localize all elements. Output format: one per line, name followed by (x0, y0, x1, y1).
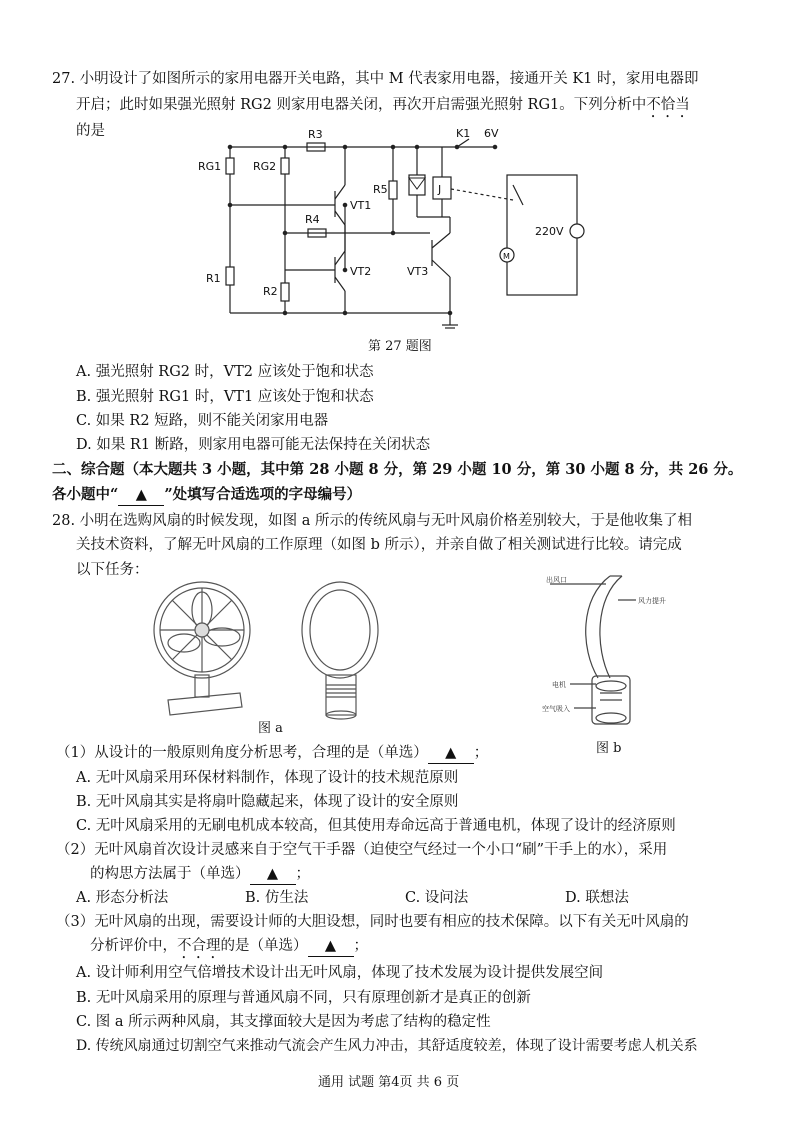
figure-b-bladeless-principle (540, 568, 680, 733)
section2-heading: 二、综合题（本大题共 3 小题，其中第 28 小题 8 分，第 29 小题 10 分，第 30 小题 8 分，共 26 分。 (52, 461, 743, 478)
label-vt2: VT2 (350, 265, 372, 278)
q27-option-d: D. 如果 R1 断路，则家用电器可能无法保持在关闭状态 (76, 437, 431, 453)
q28-p3-stem-line1: （3）无叶风扇的出现，需要设计师的大胆设想，同时也要有相应的技术保障。以下有关无叶风扇的 (56, 914, 689, 930)
q27-option-c: C. 如果 R2 短路，则不能关闭家用电器 (76, 413, 329, 429)
q28-p2-stem-line1: （2）无叶风扇首次设计灵感来自于空气干手器（迫使空气经过一个小口“刷”干手上的水），采用 (56, 842, 668, 858)
label-motor-m: M (503, 252, 510, 261)
q28-p2-option-a: A. 形态分析法 (76, 890, 169, 906)
q27-line1: 27. 小明设计了如图所示的家用电器开关电路，其中 M 代表家用电器，接通开关 K1 时，家用电器即 (52, 71, 699, 87)
q28-p3-option-d: D. 传统风扇通过切割空气来推动气流会产生风力冲击，其舒适度较差，体现了设计需要考虑人机关系 (76, 1038, 698, 1054)
q27-emphasis: 不恰当 (646, 97, 690, 113)
q28-p2-option-d: D. 联想法 (565, 890, 629, 906)
label-r1: R1 (206, 272, 221, 285)
q28-p2-blank: ▲ (250, 864, 296, 885)
q28-intro-line1: 28. 小明在选购风扇的时候发现，如图 a 所示的传统风扇与无叶风扇价格差别较大，于是他收集了相 (52, 513, 693, 529)
label-r4: R4 (305, 213, 320, 226)
q27-caption: 第 27 题图 (368, 339, 432, 354)
q28-p3-stem-line2: 分析评价中，不合理的是（单选） ▲ ； (90, 936, 368, 962)
fig-b-label-inlet: 空气吸入 (542, 705, 570, 713)
label-rg2: RG2 (253, 160, 277, 173)
q28-intro-line2: 关技术资料，了解无叶风扇的工作原理（如图 b 所示），并亲自做了相关测试进行比较。请完成 (76, 537, 682, 553)
label-r5: R5 (373, 183, 388, 196)
q28-p3-blank: ▲ (308, 936, 354, 957)
figure-a-fans (140, 575, 410, 725)
fig-b-label-outlet: 出风口 (546, 576, 567, 584)
label-rg1: RG1 (198, 160, 222, 173)
q28-p3-emphasis: 不合理 (177, 938, 221, 954)
q28-p3-option-c: C. 图 a 所示两种风扇，其支撑面较大是因为考虑了结构的稳定性 (76, 1014, 491, 1030)
label-6v: 6V (484, 127, 499, 140)
q28-p2-option-c: C. 设问法 (405, 890, 469, 906)
q28-p2-stem-line2: 的构思方法属于（单选） ▲ ； (90, 864, 310, 885)
fig-b-label-motor: 电机 (552, 681, 566, 689)
q28-intro-line3: 以下任务： (76, 562, 149, 578)
label-relay-j: J (438, 183, 442, 196)
section2-instruction: 各小题中“ ▲ ”处填写合适选项的字母编号） (52, 485, 361, 506)
answer-blank-marker: ▲ (118, 485, 164, 506)
q27-line3: 的是 (76, 123, 105, 139)
q28-p3-option-b: B. 无叶风扇采用的原理与普通风扇不同，只有原理创新才是真正的创新 (76, 990, 531, 1006)
label-vt3: VT3 (407, 265, 429, 278)
q28-p1-stem: （1）从设计的一般原则角度分析思考，合理的是（单选） ▲ ； (56, 743, 488, 764)
q27-circuit-diagram (195, 125, 595, 335)
q28-p2-option-b: B. 仿生法 (245, 890, 309, 906)
q27-option-a: A. 强光照射 RG2 时，VT2 应该处于饱和状态 (76, 364, 374, 380)
q28-p3-option-a: A. 设计师利用空气倍增技术设计出无叶风扇，体现了技术发展为设计提供发展空间 (76, 965, 604, 981)
label-k1: K1 (456, 127, 471, 140)
q28-p1-option-b: B. 无叶风扇其实是将扇叶隐藏起来，体现了设计的安全原则 (76, 794, 459, 810)
label-r3: R3 (308, 128, 323, 141)
figure-b-caption: 图 b (596, 741, 622, 756)
figure-a-caption: 图 a (258, 721, 283, 736)
q27-option-b: B. 强光照射 RG1 时，VT1 应该处于饱和状态 (76, 389, 374, 405)
fig-b-label-lift: 风力提升 (638, 597, 666, 605)
q28-p1-blank: ▲ (428, 743, 474, 764)
q27-line2: 开启；此时如果强光照射 RG2 则家用电器关闭，再次开启需强光照射 RG1。下列分析中不恰当 (76, 97, 690, 113)
label-220v: 220V (535, 225, 564, 238)
label-vt1: VT1 (350, 199, 372, 212)
q28-p1-option-c: C. 无叶风扇采用的无刷电机成本较高，但其使用寿命远高于普通电机，体现了设计的经济原则 (76, 818, 676, 834)
label-r2: R2 (263, 285, 278, 298)
page-footer: 通用 试题 第4页 共 6 页 (318, 1075, 460, 1090)
q28-p1-option-a: A. 无叶风扇采用环保材料制作，体现了设计的技术规范原则 (76, 770, 459, 786)
